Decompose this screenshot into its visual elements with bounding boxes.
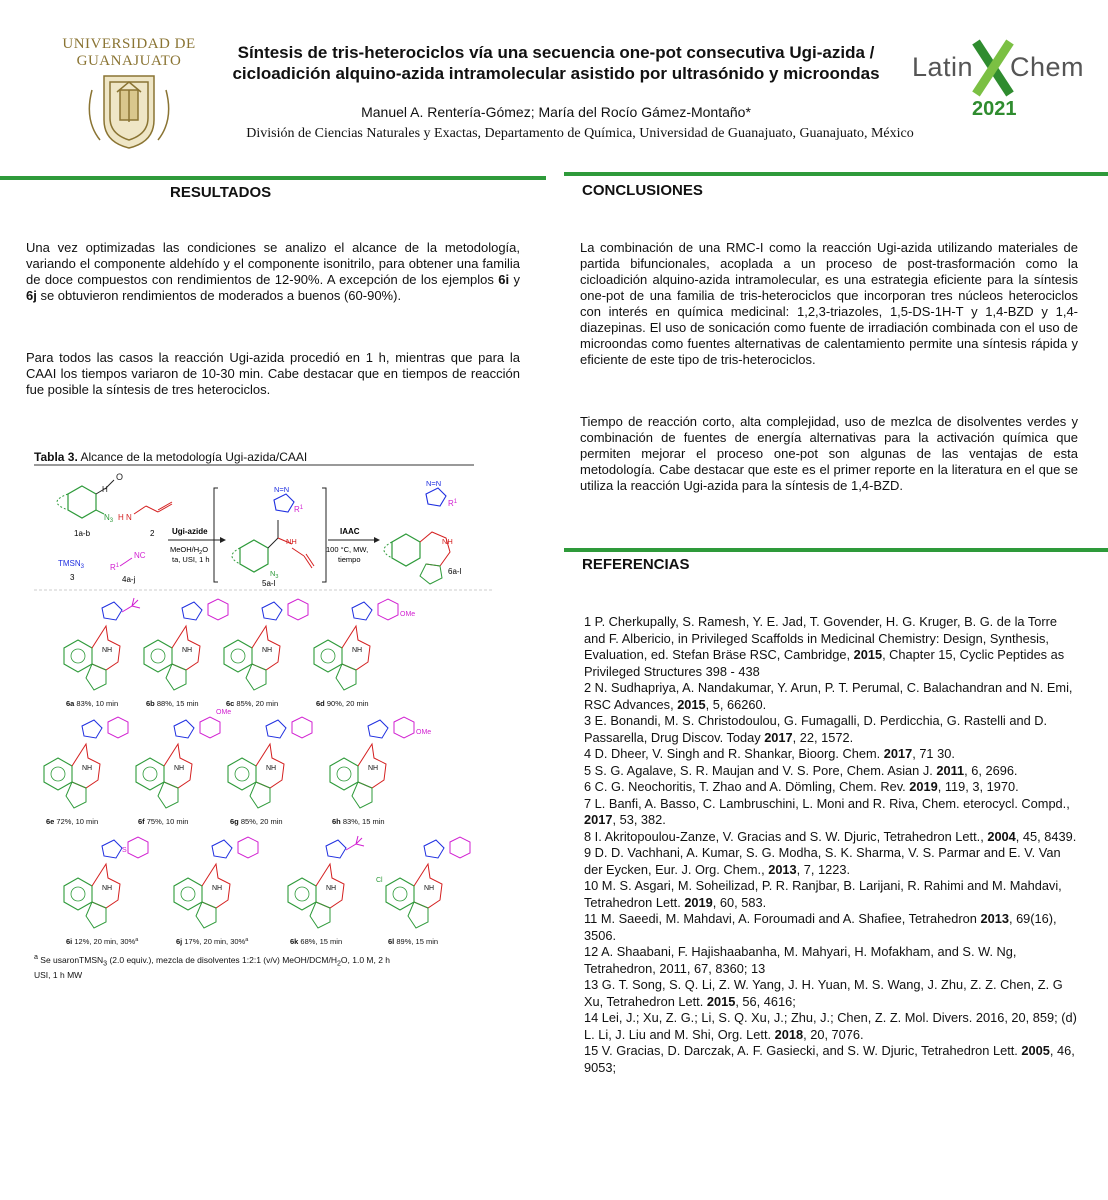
compound-6b [144, 599, 228, 708]
compound-nh-label: NH [102, 885, 113, 892]
reference-number: 6 [584, 779, 592, 794]
reference-year: 2015 [706, 993, 736, 1009]
compound-6i [64, 837, 148, 946]
reference-item [584, 977, 1078, 1010]
label-1a-b: 1a-b [74, 529, 91, 538]
compound-label: 6j 17%, 20 min, 30%$^a$ [176, 937, 249, 946]
reference-text: , 6, 2696. [964, 762, 1018, 778]
table-label: Tabla 3. [34, 450, 78, 464]
referencias-title: REFERENCIAS [582, 556, 690, 573]
reference-item [584, 911, 1078, 944]
product-6a-l-structure [384, 488, 450, 584]
azide-n3: $N_3$ [104, 513, 114, 524]
step1-name: Ugi-azide [172, 527, 208, 536]
compound-label: 6a 83%, 10 min [66, 699, 119, 708]
compound-nh-label: NH [102, 647, 113, 654]
reference-text: V. Gracias, D. Darczak, A. F. Gasiecki, and S. W. Djuric, Tetrahedron Lett. [598, 1043, 1022, 1058]
authors: Manuel A. Rentería-Gómez; María del Rocío Gámez-Montaño* [361, 104, 751, 120]
reference-year: 2017 [764, 729, 793, 745]
scheme-footnote [34, 952, 474, 981]
compound-label: 6e 72%, 10 min [46, 817, 99, 826]
latinxchem-logo [910, 38, 1085, 128]
reference-year: 2018 [774, 1026, 804, 1042]
reference-number: 2 [584, 680, 592, 695]
compound-label: 6k 68%, 15 min [290, 937, 343, 946]
compound-label: 6l 89%, 15 min [388, 937, 439, 946]
reference-number: 5 [584, 762, 592, 778]
reference-text: I. Akritopoulou-Zanze, V. Gracias and S. W. Djuric, Tetrahedron Lett., [591, 828, 988, 844]
intermediate-nh: NH [286, 537, 297, 546]
reference-text: Lei, J.; Xu, Z. G.; Li, S. Q. Xu, J.; Zhu, J.; Chen, Z. Z. Mol. Divers. 2016, 20, 859; (d) L. Li, J. Liu and M. Shi, Org. Lett. [584, 1010, 1077, 1042]
reference-year: 2015 [677, 696, 706, 712]
compound-label: 6b 88%, 15 min [146, 699, 199, 708]
step1-cond1: MeOH/$H_2O$ [170, 545, 209, 556]
reference-text: G. T. Song, S. Q. Li, Z. W. Yang, J. H. Yuan, M. S. Wang, J. Zhu, Z. Z. Chen, Z. G Xu, Tetrahedron Lett. [584, 977, 1063, 1009]
reference-year: 2013 [768, 861, 797, 877]
footnote-sub: 3 [103, 959, 108, 968]
compound-label: 6d 90%, 20 min [316, 699, 369, 708]
step2-cond1: 100 °C, MW, [326, 545, 369, 554]
reference-text: , 60, 583. [712, 894, 767, 910]
resultados-text: y [509, 272, 520, 287]
product-nh: NH [442, 537, 453, 546]
compound-nh-label: NH [262, 647, 273, 654]
logo-word-chem: Chem [1010, 52, 1085, 82]
title-line-1: Síntesis de tris-heterociclos vía una secuencia one-pot consecutiva Ugi-azida / [237, 43, 875, 62]
cpd-ref-6j: 6j [26, 288, 37, 303]
product-r1: $R^1$ [448, 499, 458, 508]
reference-text: A. Shaabani, F. Hajishaabanha, M. Mahyari, H. Mofakham, and S. W. Ng, Tetrahedron, 2011, 67, 8360; 13 [584, 944, 1017, 976]
reference-text: N. Sudhapriya, A. Nandakumar, Y. Arun, P. T. Perumal, C. Balachandran and N. Emi, RSC Advances, [584, 680, 1073, 712]
compound-label: 6c 85%, 20 min [226, 699, 279, 708]
reference-text: , 46, 9053; [584, 1043, 1075, 1075]
step1-cond2: ta, USI, 1 h [172, 555, 210, 564]
footnote-line-2: USI, 1 h MW [34, 969, 83, 980]
reference-number: 9 [584, 845, 592, 860]
scheme-table-3 [22, 448, 502, 993]
reference-list [584, 614, 1078, 1076]
scheme-drawing [22, 448, 502, 993]
reference-text: , 7, 1223. [796, 861, 851, 877]
aldehyde-h: H [102, 485, 108, 494]
poster-title [206, 42, 906, 84]
product-tetrazole: N=N [426, 479, 442, 488]
reference-text: , 53, 382. [612, 812, 666, 827]
reference-text: C. G. Neochoritis, T. Zhao and A. Dömling, Chem. Rev. [591, 779, 910, 794]
compound-nh-label: NH [212, 885, 223, 892]
label-4a-j: 4a-j [122, 575, 136, 584]
reference-text: D. D. Vachhani, A. Kumar, S. G. Modha, S. K. Sharma, V. S. Parmar and E. V. Van der Eycken, Eur. J. Org. Chem., [584, 845, 1061, 877]
reference-item [584, 944, 1078, 977]
reference-text: L. Banfi, A. Basso, C. Lambruschini, L. Moni and R. Riva, Chem. eterocycl. Compd., [591, 795, 1070, 811]
compound-ome-label: OMe [216, 709, 232, 716]
reference-text: , 22, 1572. [792, 729, 854, 745]
reference-text: M. Saeedi, M. Mahdavi, A. Foroumadi and A. Shafiee, Tetrahedron [597, 911, 981, 926]
reference-item [584, 845, 1078, 878]
reference-year: 2017 [584, 812, 613, 827]
isonitrile-nc: NC [134, 551, 146, 560]
title-line-2: cicloadición alquino-azida intramolecular asistido por ultrasónido y microondas [232, 64, 880, 83]
label-3: 3 [70, 573, 75, 582]
amine-h2n: H N [118, 513, 132, 522]
reference-year: 2013 [980, 911, 1009, 926]
compound-ome-label: OMe [400, 611, 416, 618]
conclusiones-paragraph-2: Tiempo de reacción corto, alta complejidad, uso de mezlca de disolventes verdes y combinación de fuentes de energía alternativas para la activación química que permiten mejorar el proceso one-pot son algunas de las ventajas de esta metodología. Cabe destacar que este es el primer reporte en la literatura en el que se utiliza la reacción Ugi-azida para la síntesis de 1,4-BZD. [580, 414, 1078, 493]
compound-cl-label: Cl [376, 877, 383, 884]
reference-text: D. Dheer, V. Singh and R. Shankar, Bioorg. Chem. [591, 746, 884, 761]
reagent-tmsn3: $TMSN_3$ [58, 559, 85, 570]
reference-year: 2005 [1021, 1043, 1050, 1058]
reference-number: 8 [584, 828, 592, 844]
reference-item [584, 680, 1078, 713]
reference-number: 11 [584, 911, 598, 926]
reference-text: , 56, 4616; [735, 993, 796, 1009]
reference-text: , Chapter 15, Cyclic Peptides as Privileged Structures 398 - 438 [584, 647, 1065, 679]
reference-text: , 71 30. [912, 746, 955, 761]
compound-6l [376, 837, 470, 946]
reference-number: 10 [584, 878, 599, 893]
compound-6a [64, 598, 140, 708]
compound-6j [174, 837, 258, 946]
label-2: 2 [150, 529, 155, 538]
divider-ref [564, 548, 1108, 552]
reference-number: 7 [584, 795, 592, 811]
affiliation: División de Ciencias Naturales y Exactas, Departamento de Química, Universidad de Guanajuato, Guanajuato, México [246, 126, 914, 141]
reference-item [584, 829, 1078, 846]
reference-year: 2015 [853, 647, 883, 662]
reference-item [584, 779, 1078, 796]
reference-number: 14 [584, 1010, 599, 1025]
conclusiones-paragraph-1: La combinación de una RMC-I como la reacción Ugi-azida utilizando materiales de partida bifuncionales, acoplada a un proceso de post-trasformación como la cicloadición alquino-azida intramolecular, es una estrategia eficiente para la síntesis one-pot de una familia de tris-heterociclos que incorporan tres núcleos heterociclos con interés en química medicinal: 1,2,3-triazoles, 1,5-DS-1H-T y 1,4-BZD y 1,4-diazepinas. El uso de sonicación como fuente de irradiación combinada con el uso de microondas como fuentes alternativas de calentamiento permite una síntesis rápida y eficiente de este tipo de tris-heterociclos. [580, 240, 1078, 367]
footnote-text: O, 1.0 M, 2 h [340, 954, 391, 965]
reference-item [584, 713, 1078, 746]
reference-year: 2011 [936, 762, 965, 778]
reference-item [584, 878, 1078, 911]
reference-item [584, 746, 1078, 763]
step2-cond2: tiempo [338, 555, 361, 564]
compound-6k [288, 836, 364, 946]
footnote-text: Se usaronTMSN [37, 954, 104, 965]
step2-name: IAAC [340, 527, 360, 536]
compound-label: 6g 85%, 20 min [230, 817, 283, 826]
reference-number: 3 [584, 713, 592, 728]
compound-label: 6h 83%, 15 min [332, 817, 385, 826]
reference-number: 15 [584, 1043, 599, 1058]
conclusiones-title: CONCLUSIONES [582, 182, 703, 199]
reference-text: , 69(16), 3506. [584, 911, 1057, 943]
reference-text: , 20, 7076. [803, 1026, 864, 1042]
aldehyde-o: O [116, 472, 124, 482]
university-name-line1: UNIVERSIDAD DE [62, 36, 196, 52]
reference-text: M. S. Asgari, M. Soheilizad, P. R. Ranjbar, B. Larijani, R. Rahimi and M. Mahdavi, Tetrahedron Lett. [584, 878, 1062, 910]
conference-year: 2021 [972, 98, 1017, 120]
compound-nh-label: NH [368, 765, 379, 772]
reference-number: 4 [584, 746, 592, 761]
divider-left [0, 176, 546, 180]
intermediate-tetrazole: N=N [274, 485, 290, 494]
compound-6c [224, 599, 308, 708]
compound-6f [136, 709, 231, 826]
resultados-text: Una vez optimizadas las condiciones se analizo el alcance de la metodología, variando el componente aldehído y el componente isonitrilo, para obtener una familia de doce compuestos con rendimientos de 12-90%. A excepción de los ejemplos [26, 240, 520, 287]
compound-nh-label: NH [182, 647, 193, 654]
footnote-sub: 2 [336, 959, 341, 968]
compound-nh-label: NH [266, 765, 277, 772]
compound-nh-label: NH [174, 765, 185, 772]
compound-ome-label: OMe [416, 729, 432, 736]
reference-year: 2019 [684, 894, 713, 910]
intermediate-n3: $N_3$ [270, 569, 279, 580]
bracket-right [322, 488, 326, 582]
table-title: Alcance de la metodología Ugi-azida/CAAI [77, 450, 308, 464]
resultados-text: se obtuvieron rendimientos de moderados a buenos (60-90%). [36, 288, 402, 303]
reference-item [584, 1043, 1078, 1076]
reference-number: 12 [584, 944, 599, 959]
footnote-marker: a [34, 953, 38, 961]
reference-number: 13 [584, 977, 599, 992]
reference-text: P. Cherkupally, S. Ramesh, Y. E. Jad, T. Govender, H. G. Kruger, B. G. de la Torre and F. Albericio, in Privileged Scaffolds in Medicinal Chemistry: Design, Synthesis, Evaluation, ed. Stefan Bräse RSC, Cambridge, [584, 614, 1058, 662]
footnote-text: (2.0 equiv.), mezcla de disolventes 1:2:1 (v/v) MeOH/DCM/H [107, 954, 337, 965]
compound-grid [44, 598, 470, 946]
compound-6g [228, 717, 312, 826]
compound-nh-label: NH [326, 885, 337, 892]
reference-text: S. G. Agalave, S. R. Maujan and V. S. Pore, Chem. Asian J. [591, 762, 937, 778]
divider-right [564, 172, 1108, 176]
compound-label: 6i 12%, 20 min, 30%$^a$ [66, 937, 139, 946]
reference-year: 2019 [909, 779, 938, 794]
compound-6h [330, 717, 431, 826]
reference-text: E. Bonandi, M. S. Christodoulou, G. Fumagalli, D. Perdicchia, G. Rastelli and D. Passarella, Drug Discov. Today [584, 713, 1048, 745]
compound-s-label: S [122, 847, 127, 854]
label-6a-l: 6a-l [448, 567, 462, 576]
cpd-ref-6i: 6i [498, 272, 510, 287]
reference-number: 1 [584, 614, 592, 629]
bracket-left [214, 488, 218, 582]
compound-label: 6f 75%, 10 min [138, 817, 189, 826]
logo-word-latin: Latin [912, 52, 974, 82]
compound-nh-label: NH [352, 647, 363, 654]
compound-nh-label: NH [424, 885, 435, 892]
reference-item [584, 614, 1078, 680]
compound-6e [44, 717, 128, 826]
resultados-paragraph-1 [26, 240, 520, 304]
reference-text: , 119, 3, 1970. [937, 779, 1019, 794]
isonitrile-r1: $R^1$ [110, 563, 120, 572]
reference-item [584, 796, 1078, 829]
reference-text: , 45, 8439. [1015, 828, 1077, 844]
compound-6d [314, 599, 415, 708]
reagent-2-propargylamine [134, 502, 172, 514]
compound-nh-label: NH [82, 765, 93, 772]
intermediate-r1: $R^1$ [294, 505, 304, 514]
resultados-title: RESULTADOS [170, 184, 272, 201]
reference-text: , 5, 66260. [705, 696, 767, 712]
resultados-paragraph-2: Para todos las casos la reacción Ugi-azida procedió en 1 h, mientras que para la CAAI los tiempos variaron de 10-30 min. Cabe destacar que en tiempos de reacción fue posible la síntesis de tres heterociclos. [26, 350, 520, 397]
label-5a-l: 5a-l [262, 579, 276, 588]
reference-year: 2017 [883, 746, 913, 761]
reference-item [584, 1010, 1078, 1043]
reference-year: 2004 [987, 828, 1016, 844]
reference-item [584, 763, 1078, 780]
university-name-line2: GUANAJUATO [76, 53, 182, 69]
